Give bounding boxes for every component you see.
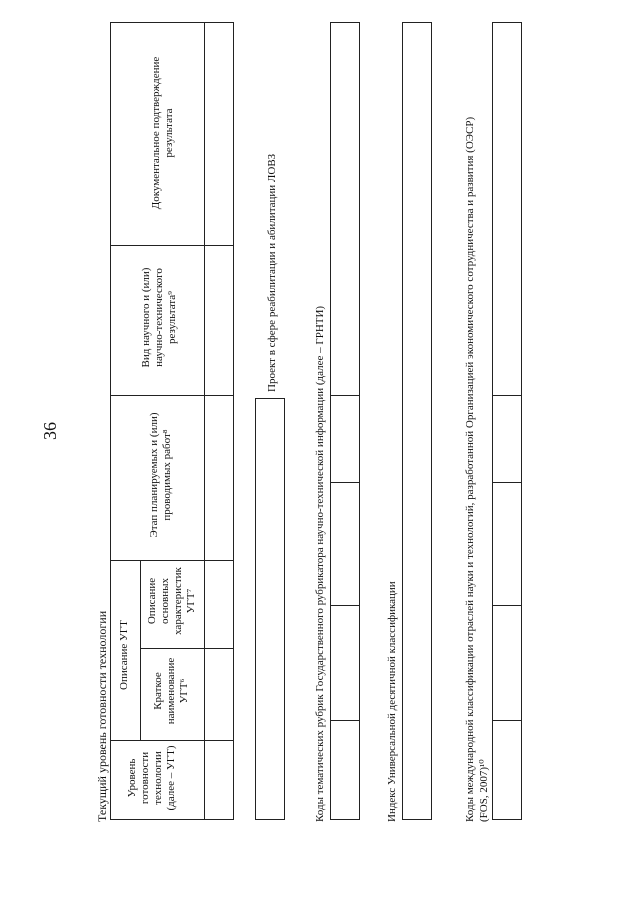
oecd-field[interactable] xyxy=(492,22,522,820)
col-doc-header: Документальное подтверждение результата xyxy=(150,56,175,210)
oecd-label-2: (FOS, 2007)¹⁰ xyxy=(478,759,490,822)
oecd-label: Коды международной классификации отраслей науки и технологий, разработанной Организацией экономического сотрудничества и развития (ОЭСР) xyxy=(464,116,476,822)
grnti-field[interactable] xyxy=(330,22,360,820)
udk-label: Индекс Универсальной десятичной классификации xyxy=(386,581,398,822)
col-desc-header: Описание основных характеристик УГТ⁷ xyxy=(146,567,197,635)
page-number: 36 xyxy=(40,422,60,440)
group-header: Описание УГТ xyxy=(118,620,130,690)
grnti-label: Коды тематических рубрик Государственного рубрикатора научно-технической информации (далее – ГРНТИ) xyxy=(314,305,326,822)
udk-field[interactable] xyxy=(402,22,432,820)
trl-title: Текущий уровень готовности технологии xyxy=(95,610,109,822)
col-short-header: Краткое наименование УГТ⁶ xyxy=(152,657,190,725)
rehab-label: Проект в сфере реабилитации и абилитации ЛОВЗ xyxy=(266,153,278,392)
col-trl-header: Уровень готовности технологии (далее – УГТ) xyxy=(126,745,177,811)
col-stage-header: Этап планируемых и (или) проводимых работ⁸ xyxy=(148,412,173,538)
col-type-header: Вид научного и (или) научно-технического результата⁹ xyxy=(140,267,178,368)
rehab-checkbox-field[interactable] xyxy=(255,398,285,820)
